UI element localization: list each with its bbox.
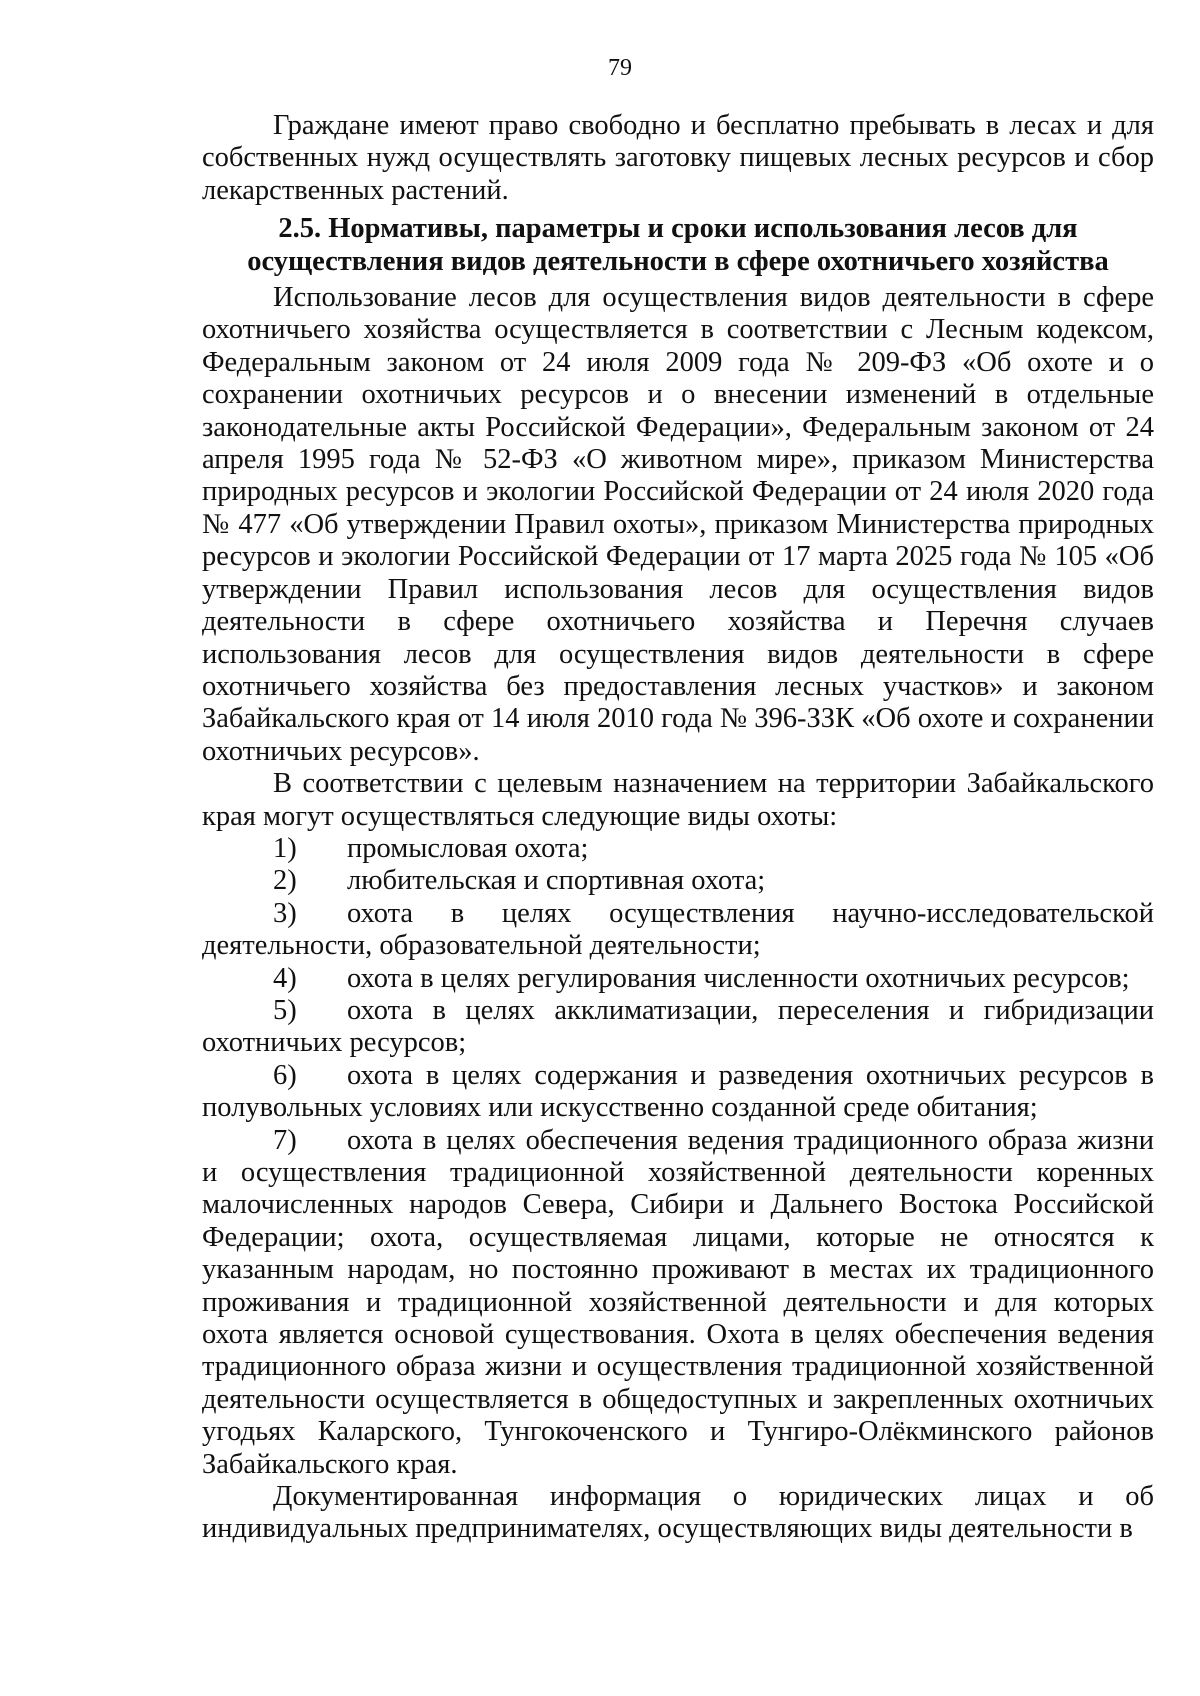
documented-info-paragraph: Документированная информация о юридических лицах и об индивидуальных предпринимателях, осуществляющих виды деятельности в <box>202 1481 1154 1545</box>
list-item-text: любительская и спортивная охота; <box>347 865 766 897</box>
list-item-number: 7) <box>273 1124 297 1156</box>
section-heading-line-2: осуществления видов деятельности в сфере охотничьего хозяйства <box>247 245 1109 277</box>
legal-basis-paragraph: Использование лесов для осуществления видов деятельности в сфере охотничьего хозяйства осуществляется в соответствии с Лесным кодексом, Федеральным законом от 24 июля 2009 года № 209-ФЗ «Об охоте и о сохранении охотничьих ресурсов и о внесении изменений в отдельные законодательные акты Российской Федерации», Федеральным законом от 24 апреля 1995 года № 52-ФЗ «О животном мире», приказом Министерства природных ресурсов и экологии Российской Федерации от 24 июля 2020 года № 477 «Об утверждении Правил охоты», приказом Министерства природных ресурсов и экологии Российской Федерации от 17 марта 2025 года № 105 «Об утверждении Правил использования лесов для осуществления видов деятельности в сфере охотничьего хозяйства и Перечня случаев использования лесов для осуществления видов деятельности в сфере охотничьего хозяйства без предоставления лесных участков» и законом Забайкальского края от 14 июля 2010 года № 396-ЗЗК «Об охоте и сохранении охотничьих ресурсов». <box>202 282 1154 767</box>
hunting-types-list <box>202 833 1154 1481</box>
list-item <box>202 898 1154 963</box>
list-item <box>202 833 1154 865</box>
list-item-text: охота в целях содержания и разведения охотничьих ресурсов в полувольных условиях или искусственно созданной среде обитания; <box>202 1059 1154 1124</box>
list-item <box>202 995 1154 1060</box>
list-item <box>202 963 1154 995</box>
list-item-number: 2) <box>273 865 297 897</box>
intro-paragraph: Граждане имеют право свободно и бесплатно пребывать в лесах и для собственных нужд осуществлять заготовку пищевых лесных ресурсов и сбор лекарственных растений. <box>202 110 1154 206</box>
list-item-number: 6) <box>273 1059 297 1091</box>
list-item-text: охота в целях регулирования численности охотничьих ресурсов; <box>347 962 1130 994</box>
list-item <box>202 865 1154 897</box>
hunting-types-intro-paragraph: В соответствии с целевым назначением на территории Забайкальского края могут осуществляться следующие виды охоты: <box>202 768 1154 832</box>
list-item <box>202 1060 1154 1125</box>
list-item-number: 4) <box>273 962 297 994</box>
list-item-number: 1) <box>273 832 297 864</box>
list-item-text: промысловая охота; <box>347 832 589 864</box>
section-heading-line-1: 2.5. Нормативы, параметры и сроки использования лесов для <box>278 213 1078 245</box>
page-content <box>202 110 1154 1546</box>
list-item-text: охота в целях обеспечения ведения традиционного образа жизни и осуществления традиционной хозяйственной деятельности коренных малочисленных народов Севера, Сибири и Дальнего Востока Российской Федерации; охота, осуществляемая лицами, которые не относятся к указанным народам, но постоянно проживают в местах их традиционного проживания и традиционной хозяйственной деятельности и для которых охота является основой существования. Охота в целях обеспечения ведения традиционного образа жизни и осуществления традиционной хозяйственной деятельности осуществляется в общедоступных и закрепленных охотничьих угодьях Каларского, Тунгокоченского и Тунгиро-Олёкминского районов Забайкальского края. <box>202 1124 1154 1480</box>
list-item-number: 5) <box>273 994 297 1026</box>
list-item-number: 3) <box>273 897 297 929</box>
list-item-text: охота в целях осуществления научно-исследовательской деятельности, образовательной деятельности; <box>202 897 1154 962</box>
list-item <box>202 1125 1154 1481</box>
section-heading <box>202 213 1154 278</box>
list-item-text: охота в целях акклиматизации, переселения и гибридизации охотничьих ресурсов; <box>202 994 1154 1059</box>
page-number: 79 <box>608 55 632 81</box>
